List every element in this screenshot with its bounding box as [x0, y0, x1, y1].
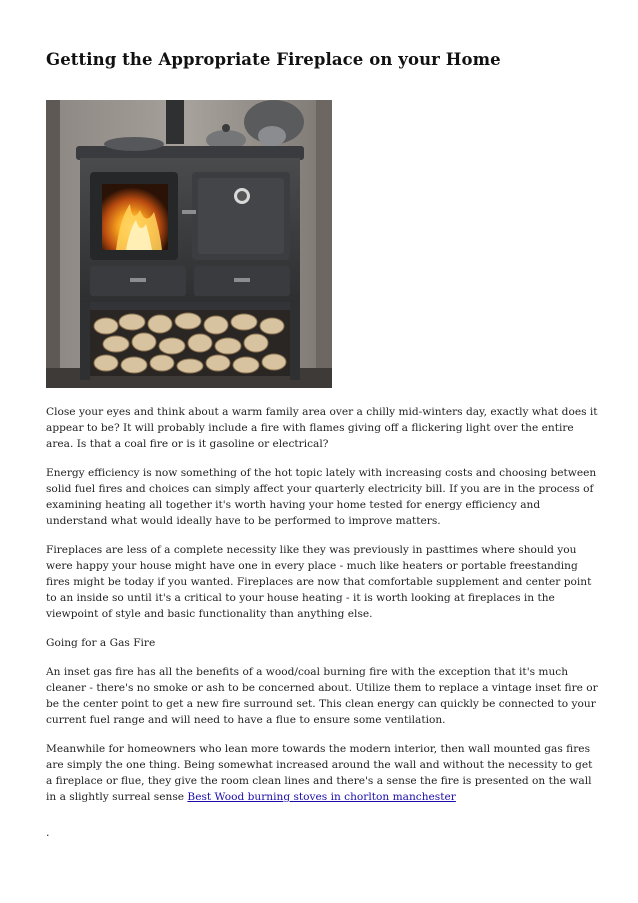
paragraph-5 [46, 741, 598, 805]
paragraph-4: An inset gas fire has all the benefits of a wood/coal burning fire with the exception that it's much cleaner - there's no smoke or ash to be concerned about. Utilize them to replace a vintage inset fire or be the center point to get a new fire surround set. This clean energy can quickly be connected to your current fuel range and will need to have a flue to ensure some ventilation. [46, 666, 598, 726]
stove-image [46, 100, 332, 388]
trailing-mark: . [46, 826, 50, 839]
paragraph-2: Energy efficiency is now something of the hot topic lately with increasing costs and choosing between solid fuel fires and choices can simply affect your quarterly electricity bill. If you are in the process of examining heating all together it's worth having your home tested for energy efficiency and understand what would ideally have to be performed to improve matters. [46, 467, 597, 527]
paragraph-1: Close your eyes and think about a warm family area over a chilly mid-winters day, exactly what does it appear to be? It will probably include a fire with flames giving off a flickering light over the entire area. Is that a coal fire or is it gasoline or electrical? [46, 406, 598, 450]
article-body [46, 404, 598, 818]
paragraph-3: Fireplaces are less of a complete necessity like they was previously in pasttimes where should you were happy your house might have one in every place - much like heaters or portable freestanding fires might be today if you wanted. Fireplaces are now that comfortable supplement and center point to an inside so until it's a critical to your house heating - it is worth looking at fireplaces in the viewpoint of style and basic functionality than anything else. [46, 544, 592, 620]
stoves-link[interactable]: Best Wood burning stoves in chorlton manchester [187, 791, 456, 803]
paragraph-5-text: Meanwhile for homeowners who lean more towards the modern interior, then wall mounted gas fires are simply the one thing. Being somewhat increased around the wall and without the necessity to get a fireplace or flue, they give the room clean lines and there's a sense the fire is presented on the wall in a slightly surreal sense [46, 743, 593, 803]
page-title: Getting the Appropriate Fireplace on your Home [46, 50, 501, 69]
section-heading: Going for a Gas Fire [46, 637, 156, 649]
